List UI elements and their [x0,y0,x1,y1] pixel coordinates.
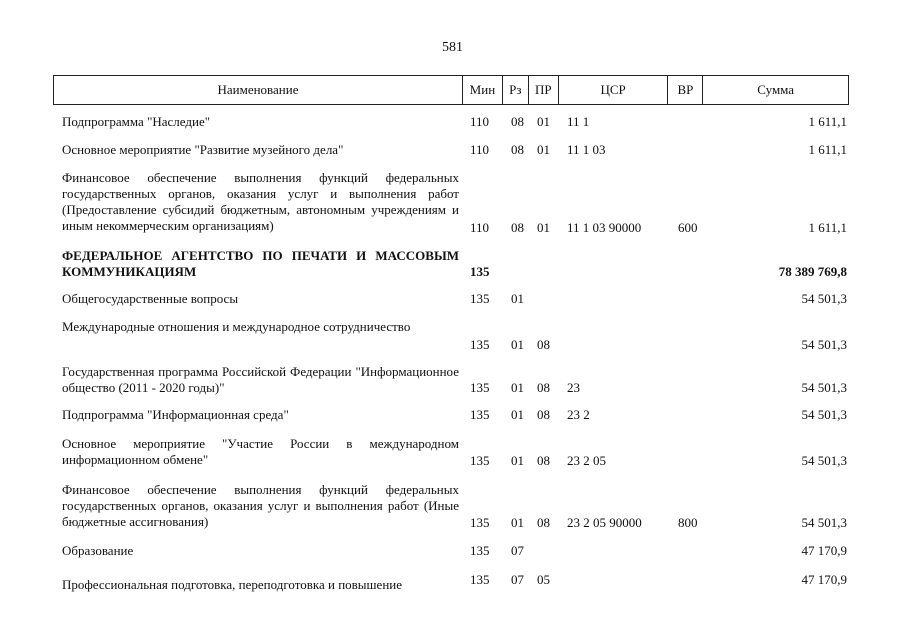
row-name: Основное мероприятие "Участие России в международном информационном обмене" [62,436,459,467]
row-min: 135 [470,543,490,558]
row-min: 135 [470,572,490,587]
row-name: Образование [62,543,134,558]
row-name: Финансовое обеспечение выполнения функций федеральных государственных органов, оказания услуг и выполнения работ (Предоставление субсидий бюджетным, автономным учреждениям и иным некоммерческим организациям) [62,170,459,233]
row-name: Профессиональная подготовка, переподготовка и повышение [62,577,403,592]
row-name: Основное мероприятие "Развитие музейного дела" [62,142,344,157]
row-csr: 23 2 05 [567,453,606,468]
row-min: 110 [470,220,490,235]
row-pr: 01 [537,220,550,235]
row-pr: 05 [537,572,550,587]
row-pr: 01 [537,114,550,129]
row-min: 135 [470,264,490,279]
row-sum: 54 501,3 [801,407,847,422]
header-csr: ЦСР [559,76,669,104]
row-rz: 08 [511,114,524,129]
row-rz: 01 [511,337,524,352]
row-name: Государственная программа Российской Федерации "Информационное общество (2011 - 2020 годы)" [62,364,459,395]
row-rz: 01 [511,407,524,422]
row-sum: 1 611,1 [808,142,847,157]
row-pr: 08 [537,453,550,468]
header-pr: ПР [529,76,559,104]
row-rz: 08 [511,220,524,235]
row-sum: 54 501,3 [801,337,847,352]
row-min: 135 [470,337,490,352]
row-min: 135 [470,380,490,395]
row-min: 110 [470,114,490,129]
row-sum: 54 501,3 [801,291,847,306]
row-csr: 11 1 [567,114,590,129]
header-rz: Рз [503,76,529,104]
row-csr: 23 2 [567,407,590,422]
table-header [53,75,849,105]
row-csr: 11 1 03 [567,142,606,157]
row-pr: 08 [537,337,550,352]
row-min: 135 [470,291,490,306]
row-rz: 08 [511,142,524,157]
row-vr: 600 [678,220,698,235]
row-name: Международные отношения и международное сотрудничество [62,319,411,334]
row-sum: 1 611,1 [808,220,847,235]
row-pr: 08 [537,380,550,395]
header-name: Наименование [54,76,463,104]
header-sum: Сумма [757,82,795,97]
row-min: 135 [470,453,490,468]
row-rz: 07 [511,572,524,587]
row-csr: 23 [567,380,580,395]
row-sum: 47 170,9 [801,572,847,587]
row-min: 135 [470,515,490,530]
row-name: Подпрограмма "Информационная среда" [62,407,289,422]
row-sum: 54 501,3 [801,453,847,468]
row-pr: 08 [537,515,550,530]
row-rz: 01 [511,453,524,468]
row-pr: 01 [537,142,550,157]
row-rz: 01 [511,291,524,306]
row-name: Общегосударственные вопросы [62,291,239,306]
row-min: 110 [470,142,490,157]
row-vr: 800 [678,515,698,530]
row-sum: 54 501,3 [801,515,847,530]
row-sum: 54 501,3 [801,380,847,395]
row-csr: 11 1 03 90000 [567,220,642,235]
row-name: Подпрограмма "Наследие" [62,114,211,129]
row-sum: 78 389 769,8 [778,264,847,279]
row-min: 135 [470,407,490,422]
row-rz: 07 [511,543,524,558]
row-pr: 08 [537,407,550,422]
row-rz: 01 [511,380,524,395]
row-name: ФЕДЕРАЛЬНОЕ АГЕНТСТВО ПО ПЕЧАТИ И МАССОВЫМ КОММУНИКАЦИЯМ [62,248,459,279]
header-vr: ВР [668,76,703,104]
page-number: 581 [442,40,463,55]
row-sum: 47 170,9 [801,543,847,558]
row-csr: 23 2 05 90000 [567,515,642,530]
row-sum: 1 611,1 [808,114,847,129]
row-name: Финансовое обеспечение выполнения функций федеральных государственных органов, оказания услуг и выполнения работ (Иные бюджетные ассигнования) [62,482,459,529]
row-rz: 01 [511,515,524,530]
header-min: Мин [463,76,503,104]
